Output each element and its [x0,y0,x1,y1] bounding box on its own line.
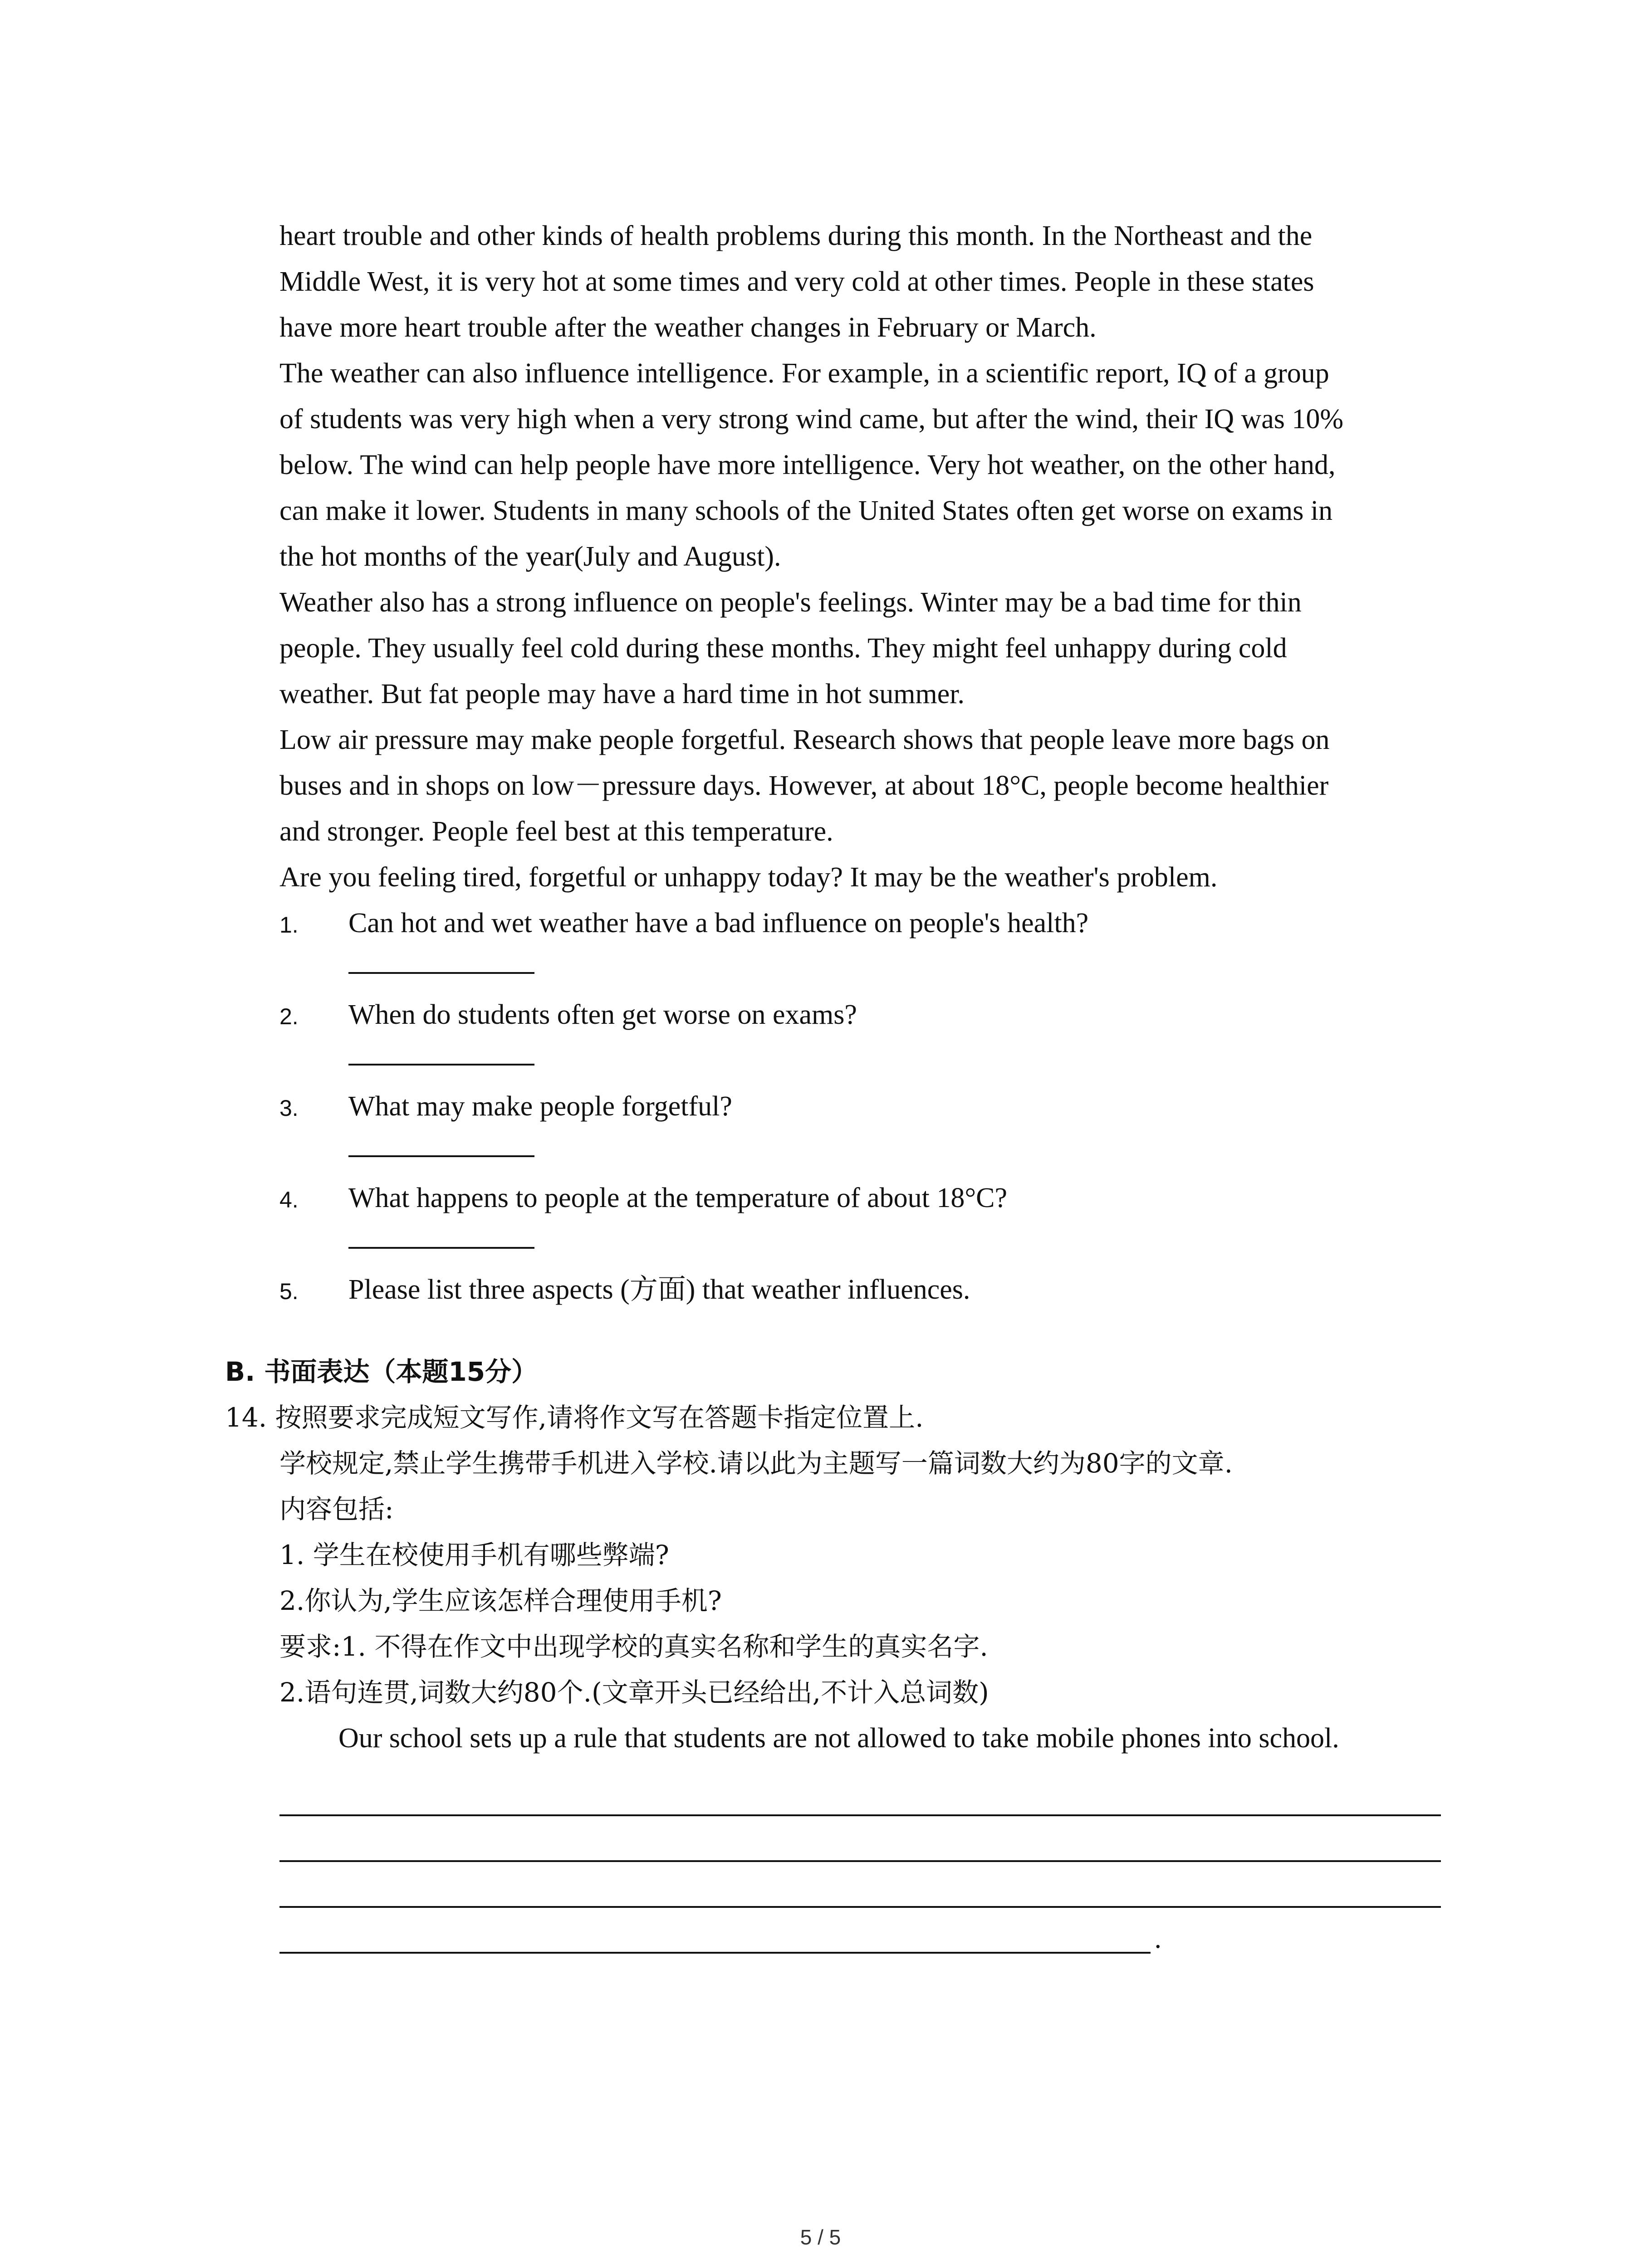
page-number: 5 / 5 [800,2225,841,2249]
writing-line[interactable] [279,1862,1441,1908]
task-instruction: 2.语句连贯,词数大约80个.(文章开头已经给出,不计入总词数) [279,1677,989,1708]
question-text: What happens to people at the temperature of about 18°C? [348,1183,1008,1213]
question-text: When do students often get worse on exams? [348,999,857,1030]
question-number: 1. [279,912,299,938]
passage-line: Low air pressure may make people forgetful. Research shows that people leave more bags on [279,724,1330,755]
passage-line: buses and in shops on low－pressure days. However, at about 18°C, people become healthier [279,770,1329,801]
question-item [279,1267,1441,1313]
writing-area[interactable] [279,1770,1441,1954]
task-heading: 14. 按照要求完成短文写作,请将作文写在答题卡指定位置上. [225,1402,924,1433]
question-item [279,992,1441,1084]
question-number: 5. [279,1279,299,1304]
task-instruction: 学校规定,禁止学生携带手机进入学校.请以此为主题写一篇词数大约为80字的文章. [279,1448,1233,1479]
writing-line[interactable] [279,1816,1441,1862]
passage-line: can make it lower. Students in many schools of the United States often get worse on exams in [279,495,1333,526]
passage-line: people. They usually feel cold during these months. They might feel unhappy during cold [279,633,1287,664]
task-instruction: 1. 学生在校使用手机有哪些弊端? [279,1540,669,1570]
passage-line: below. The wind can help people have more intelligence. Very hot weather, on the other hand, [279,450,1336,480]
passage-line: weather. But fat people may have a hard time in hot summer. [279,679,965,709]
essay-opening-sentence: Our school sets up a rule that students are not allowed to take mobile phones into school. [338,1723,1339,1754]
end-period: . [1154,1923,1161,1954]
question-text: What may make people forgetful? [348,1091,732,1122]
question-text: Please list three aspects (方面) that weather influences. [348,1274,970,1305]
question-item [279,900,1441,992]
task-instruction: 2.你认为,学生应该怎样合理使用手机? [279,1585,722,1616]
passage-line: heart trouble and other kinds of health problems during this month. In the Northeast and the [279,220,1313,251]
passage-line: Are you feeling tired, forgetful or unhappy today? It may be the weather's problem. [279,862,1218,893]
question-list [279,900,1441,1313]
passage-line: have more heart trouble after the weather changes in February or March. [279,312,1097,343]
page-content [225,213,1441,1954]
writing-line[interactable] [279,1770,1441,1816]
passage-line: the hot months of the year(July and August). [279,541,781,572]
passage-line: Weather also has a strong influence on people's feelings. Winter may be a bad time for thin [279,587,1302,618]
task-instruction: 要求:1. 不得在作文中出现学校的真实名称和学生的真实名字. [279,1631,988,1662]
passage-line: The weather can also influence intelligence. For example, in a scientific report, IQ of a group [279,358,1329,389]
question-number: 3. [279,1095,299,1121]
writing-task [225,1395,1441,1761]
passage-line: Middle West, it is very hot at some times and very cold at other times. People in these states [279,266,1314,297]
question-item [279,1175,1441,1267]
reading-passage [279,213,1441,900]
passage-line: of students was very high when a very strong wind came, but after the wind, their IQ was 10% [279,404,1344,435]
writing-line[interactable] [279,1908,1161,1954]
section-heading: B. 书面表达（本题15分） [225,1356,538,1387]
question-item [279,1084,1441,1175]
task-instruction: 内容包括: [279,1494,394,1525]
question-text: Can hot and wet weather have a bad influence on people's health? [348,908,1089,938]
question-number: 4. [279,1187,299,1212]
question-number: 2. [279,1004,299,1029]
passage-line: and stronger. People feel best at this temperature. [279,816,833,847]
